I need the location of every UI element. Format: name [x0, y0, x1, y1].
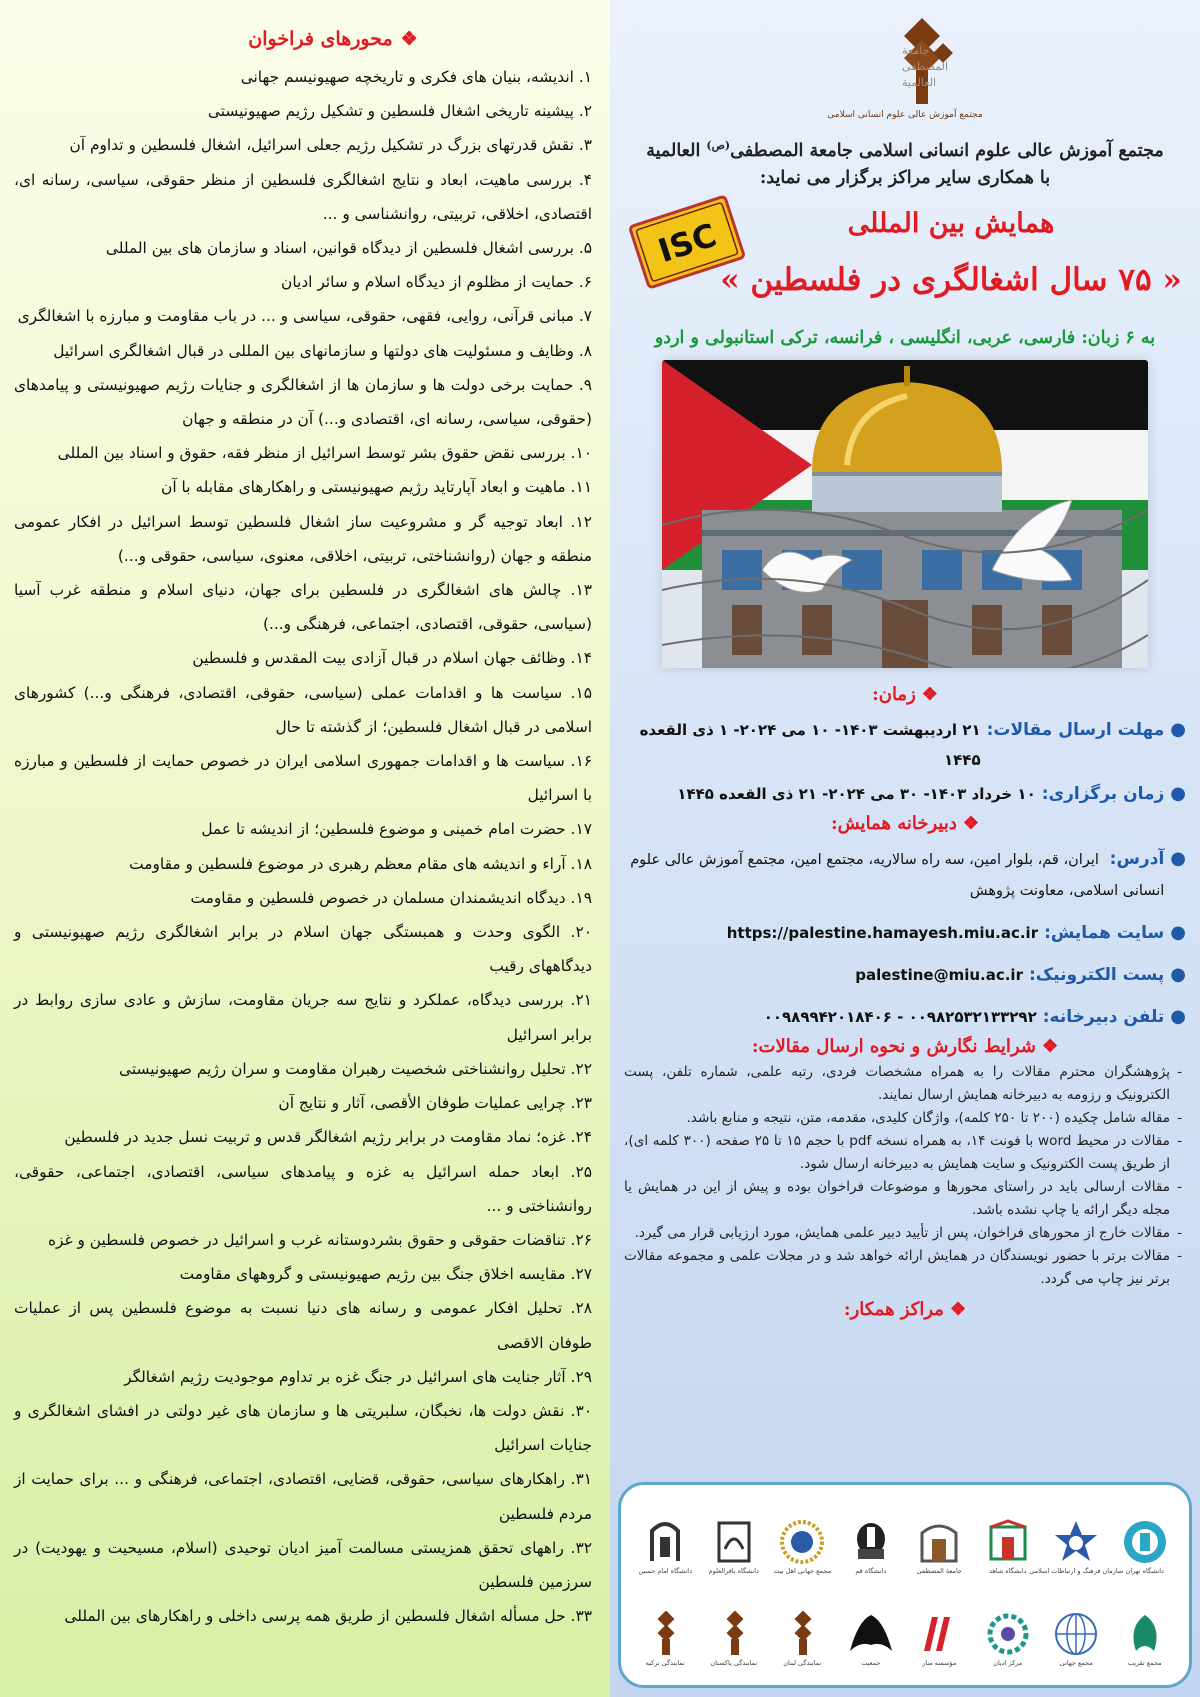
- partner-logo: [1119, 1512, 1171, 1582]
- time-heading-text: زمان:: [872, 683, 916, 705]
- deadline-item: [624, 715, 1186, 775]
- dome-of-the-rock-image: [662, 360, 1148, 668]
- time-heading: [624, 684, 1186, 705]
- society-logo-icon: [848, 1611, 894, 1657]
- phone-item: [624, 1002, 1186, 1032]
- axis-item: ۲۷. مقایسه اخلاق جنگ بین رژیم صهیونیستی و گروههای مقاومت: [179, 1265, 592, 1284]
- phone-label: تلفن دبیرخانه:: [1042, 1006, 1165, 1027]
- axis-item: ۱۵. سیاست ها و اقدامات عملی (سیاسی، حقوقی، اقتصادی، فرهنگی و...) کشورهای اسلامی در قبال اشغال فلسطین؛ از گذشته تا حال: [14, 683, 592, 736]
- axis-item: ۲۱. بررسی دیدگاه، عملکرد و نتایج سه جریان مقاومت، سازش و عادی سازی روابط در برابر اسرائیل: [14, 991, 592, 1044]
- address-label: آدرس:: [1109, 848, 1165, 869]
- axis-item: ۴. بررسی ماهیت، ابعاد و نتایج اشغالگری فلسطین از منظر حقوقی، سیاسی، رسانه ای، اقتصادی، اخلاقی، تربیتی، روانشناسی و ...: [14, 170, 592, 223]
- rules-list: [624, 1061, 1186, 1291]
- partner-logo: [845, 1604, 897, 1674]
- organizer-sup: (ص): [706, 139, 731, 152]
- mustafa-logo-icon: [840, 10, 970, 110]
- bullet-icon: ●: [1170, 921, 1186, 943]
- website-link[interactable]: https://palestine.hamayesh.miu.ac.ir: [726, 923, 1039, 942]
- axis-item: ۱۷. حضرت امام خمینی و موضوع فلسطین؛ از اندیشه تا عمل: [201, 820, 592, 839]
- bullet-icon: ●: [1170, 1005, 1186, 1027]
- deadline-value: ۲۱ اردیبهشت ۱۴۰۳- ۱۰ می ۲۰۲۴- ۱ ذی القعده ۱۴۴۵: [639, 720, 981, 769]
- rule-item: - مقالات برتر با حضور نویسندگان در همایش ارائه خواهد شد و در مجلات علمی و مجموعه مقالات برتر نیز چاپ می گردد.: [624, 1245, 1182, 1291]
- axis-item: ۱۰. بررسی نقض حقوق بشر توسط اسرائیل از منظر فقه، حقوق و اسناد بین المللی: [57, 444, 592, 463]
- partner-row-1: [631, 1505, 1179, 1589]
- partner-caption: دانشگاه قم: [855, 1567, 887, 1575]
- manar-institute-logo-icon: [916, 1611, 962, 1657]
- world-assembly-logo-icon: [1053, 1611, 1099, 1657]
- axis-item: ۲۰. الگوی وحدت و همبستگی جهان اسلام در برابر اشغالگری رژیم صهیونیستی و دیدگاههای رقیب: [14, 923, 592, 976]
- conference-subtitle: « ۷۵ سال اشغالگری در فلسطین »: [720, 261, 1182, 298]
- partner-caption: دانشگاه شاهد: [988, 1567, 1027, 1575]
- partner-caption: سازمان فرهنگ و ارتباطات اسلامی: [1029, 1567, 1124, 1575]
- al-aqsa-image: [662, 360, 1148, 668]
- conference-title: همایش بین المللی: [847, 207, 1055, 239]
- partner-logo: [1119, 1604, 1171, 1674]
- star-icon: ❖: [400, 28, 418, 50]
- rule-item: - مقالات ارسالی باید در راستای محورها و موضوعات فراخوان بوده و پیش از این در همایش یا مجله دیگر ارائه یا چاپ نشده باشد.: [624, 1176, 1182, 1222]
- axis-item: ۱۴. وظائف جهان اسلام در قبال آزادی بیت المقدس و فلسطین: [192, 649, 592, 668]
- rule-item: - پژوهشگران محترم مقالات را به همراه مشخصات فردی، رتبه علمی، شماره تلفن، پست الکترونیک و رزومه به دبیرخانه همایش ارسال نمایند.: [624, 1061, 1182, 1107]
- partner-caption: مرکز ادیان: [993, 1659, 1023, 1667]
- partner-caption: دانشگاه تهران: [1125, 1567, 1164, 1575]
- website-item: [624, 918, 1186, 948]
- axis-item: ۳۱. راهکارهای سیاسی، حقوقی، قضایی، اقتصادی، اجتماعی، فرهنگی و ... برای حمایت از مردم فلسطین: [14, 1470, 592, 1523]
- languages-line: به ۶ زبان: فارسی، عربی، انگلیسی ، فرانسه، ترکی استانبولی و اردو: [654, 327, 1156, 348]
- svg-text:المصطفى: المصطفى: [902, 60, 949, 73]
- partner-logo: [773, 1512, 832, 1582]
- partner-caption: جمعیت: [861, 1659, 881, 1667]
- svg-text:جامعة: جامعة: [902, 44, 930, 57]
- conference-title-block: [624, 204, 1186, 332]
- taqrib-assembly-logo-icon: [1122, 1611, 1168, 1657]
- axis-item: ۷. مبانی قرآنی، روایی، فقهی، حقوقی، سیاسی و ... در باب مقاومت و مبارزه با اشغالگری: [17, 307, 592, 326]
- event-date-value: ۱۰ خرداد ۱۴۰۳- ۳۰ می ۲۰۲۴- ۲۱ ذی القعده ۱۴۴۵: [677, 784, 1036, 803]
- bullet-icon: ●: [1170, 963, 1186, 985]
- partner-logo: [639, 1604, 691, 1674]
- qom-university-logo-icon: [848, 1519, 894, 1565]
- partner-caption: مؤسسه منار: [922, 1659, 957, 1667]
- star-icon: ❖: [1041, 1035, 1059, 1057]
- axis-item: ۳۳. حل مسأله اشغال فلسطین از طریق همه پرسی داخلی و راهکارهای بین المللی: [64, 1607, 592, 1626]
- partner-caption: دانشگاه باقرالعلوم: [708, 1567, 759, 1575]
- logo-caption: مجتمع آموزش عالی علوم انسانی اسلامی: [827, 110, 983, 120]
- partner-caption: مجمع جهانی اهل بیت: [773, 1567, 832, 1575]
- star-icon: ❖: [921, 683, 938, 705]
- bullet-icon: ●: [1170, 782, 1186, 804]
- university-logo: [624, 10, 1186, 128]
- event-date-label: زمان برگزاری:: [1041, 783, 1165, 804]
- axis-item: ۱۲. ابعاد توجیه گر و مشروعیت ساز اشغال فلسطین توسط اسرائیل در افکار عمومی منطقه و جهان (روانشناختی، تربیتی، اخلاقی، معنوی، سیاسی، حقوقی و...): [14, 512, 592, 565]
- lebanon-branch-logo-icon: [779, 1611, 825, 1657]
- partner-logo: [982, 1604, 1034, 1674]
- organizer-name-end: العالمية: [646, 140, 701, 161]
- partner-logo: [982, 1512, 1034, 1582]
- axis-item: ۳. نقش قدرتهای بزرگ در تشکیل رژیم جعلی اسرائیل، اشغال فلسطین و تداوم آن: [69, 136, 592, 155]
- partner-caption: نمایندگی پاکستان: [710, 1659, 758, 1667]
- time-list: [624, 715, 1186, 809]
- address-item: [624, 844, 1186, 906]
- axes-list: [14, 60, 592, 1633]
- star-icon: ❖: [949, 1298, 967, 1320]
- phone-value: ۰۰۹۸۲۵۳۲۱۳۳۲۹۲ - ۰۰۹۸۹۹۴۲۰۱۸۴۰۶: [763, 1007, 1037, 1026]
- deadline-label: مهلت ارسال مقالات:: [986, 719, 1165, 740]
- axis-item: ۱۶. سیاست ها و اقدامات جمهوری اسلامی ایران در خصوص حمایت از فلسطین و مبارزه با اسرائیل: [14, 752, 592, 805]
- partner-caption: مجمع تقریب: [1127, 1659, 1162, 1667]
- axes-heading-text: محورهای فراخوان: [248, 28, 393, 50]
- organizer-line: [624, 132, 1186, 165]
- baqir-al-olum-logo-icon: [711, 1519, 757, 1565]
- info-panel: [610, 0, 1200, 1697]
- axes-heading: [14, 28, 592, 50]
- secretariat-list: [624, 844, 1186, 1032]
- organizer-name: مجتمع آموزش عالی علوم انسانی اسلامی جامعة المصطفی: [730, 140, 1164, 161]
- email-item: [624, 960, 1186, 990]
- bullet-icon: ●: [1170, 718, 1186, 740]
- axis-item: ۲. پیشینه تاریخی اشغال فلسطین و تشکیل رژیم صهیونیستی: [207, 102, 592, 121]
- rule-item: - مقاله شامل چکیده (۲۰۰ تا ۲۵۰ کلمه)، واژگان کلیدی، مقدمه، متن، نتیجه و منابع باشد.: [624, 1107, 1182, 1130]
- axis-item: ۲۲. تحلیل روانشناختی شخصیت رهبران مقاومت و سران رژیم صهیونیستی: [119, 1059, 592, 1078]
- culture-org-logo-icon: [1053, 1519, 1099, 1565]
- partner-caption: مجمع جهانی: [1059, 1659, 1093, 1667]
- svg-text:العالمية: العالمية: [902, 76, 936, 89]
- axis-item: ۳۰. نقش دولت ها، نخبگان، سلبریتی ها و سازمان های غیر دولتی در افشای اشغالگری و جنایات اسرائیل: [14, 1401, 592, 1455]
- bullet-icon: ●: [1170, 847, 1186, 869]
- axis-item: ۳۲. راههای تحقق همزیستی مسالمت آمیز ادیان توحیدی (اسلام، مسیحیت و یهودیت) در سرزمین فلسطین: [14, 1538, 592, 1591]
- axis-item: ۲۳. چرایی عملیات طوفان الأقصی، آثار و نتایج آن: [278, 1094, 592, 1113]
- website-label: سایت همایش:: [1044, 922, 1165, 943]
- rule-item: - مقالات خارج از محورهای فراخوان، پس از تأیید دبیر علمی همایش، مورد ارزیابی قرار می گیرد.: [624, 1222, 1182, 1245]
- partner-caption: دانشگاه امام حسین: [638, 1567, 692, 1575]
- axis-item: ۱۱. ماهیت و ابعاد آپارتاید رژیم صهیونیستی و راهکارهای مقابله با آن: [161, 478, 592, 497]
- rule-item: - مقالات در محیط word با فونت ۱۴، به همراه نسخه pdf با حجم ۱۵ تا ۲۵ صفحه (۳۰۰ کلمه ای)، از طریق پست الکترونیک و سایت همایش به دبیرخانه ارسال شود.: [624, 1130, 1182, 1176]
- secretariat-heading-text: دبیرخانه همایش:: [830, 812, 957, 834]
- email-label: پست الکترونیک:: [1028, 964, 1165, 985]
- partners-heading-text: مراکز همکار:: [843, 1298, 944, 1320]
- axis-item: ۹. حمایت برخی دولت ها و سازمان ها از اشغالگری و جنایات رژیم صهیونیستی و پیامدهای (حقوقی، سیاسی، رسانه ای، اقتصادی و...) آن در منطقه و جهان: [14, 375, 592, 429]
- turkey-branch-logo-icon: [642, 1611, 688, 1657]
- religions-center-logo-icon: [985, 1611, 1031, 1657]
- partner-logo: [913, 1512, 965, 1582]
- cooperation-line: با همکاری سایر مراکز برگزار می نماید:: [759, 167, 1051, 188]
- partner-logo: [708, 1604, 760, 1674]
- partners-heading: [624, 1299, 1186, 1320]
- axis-item: ۵. بررسی اشغال فلسطین از دیدگاه قوانین، اسناد و سازمان های بین المللی: [105, 239, 592, 258]
- axis-item: ۱. اندیشه، بنیان های فکری و تاریخچه صهیونیسم جهانی: [240, 68, 592, 86]
- partner-caption: نمایندگی لبنان: [783, 1659, 822, 1667]
- ahlulbayt-assembly-logo-icon: [779, 1519, 825, 1565]
- partner-logo: [913, 1604, 965, 1674]
- axis-item: ۲۹. آثار جنایت های اسرائیل در جنگ غزه بر تداوم موجودیت رژیم اشغالگر: [124, 1367, 592, 1386]
- partner-logo: [845, 1512, 897, 1582]
- axis-item: ۱۸. آراء و اندیشه های مقام معظم رهبری در موضوع فلسطین و مقاومت: [129, 854, 592, 873]
- event-date-item: [624, 779, 1186, 809]
- email-link[interactable]: palestine@miu.ac.ir: [855, 965, 1023, 984]
- axis-item: ۱۳. چالش های اشغالگری در فلسطین برای جهان، دنیای اسلام و منطقه غرب آسیا (سیاسی، حقوقی، اقتصادی، اجتماعی، فرهنگی و...): [14, 581, 592, 634]
- rules-heading-text: شرایط نگارش و نحوه ارسال مقالات:: [751, 1035, 1036, 1057]
- partner-caption: جامعة المصطفی: [916, 1567, 962, 1575]
- partner-logo: [1029, 1512, 1124, 1582]
- rules-heading: [624, 1036, 1186, 1057]
- axis-item: ۸. وظایف و مسئولیت های دولتها و سازمانهای بین المللی در قبال اشغالگری اسرائیل: [53, 341, 592, 360]
- partner-logo: [639, 1512, 691, 1582]
- axis-item: ۲۸. تحلیل افکار عمومی و رسانه های دنیا نسبت به موضوع فلسطین پس از عملیات طوفان الاقصی: [14, 1299, 592, 1352]
- imam-hussein-logo-icon: [642, 1519, 688, 1565]
- mustafa-partner-logo-icon: [916, 1519, 962, 1565]
- partner-caption: نمایندگی ترکیه: [645, 1659, 685, 1667]
- axis-item: ۶. حمایت از مظلوم از دیدگاه اسلام و سائر ادیان: [281, 273, 592, 292]
- partner-logo: [776, 1604, 828, 1674]
- address-value: ایران، قم، بلوار امین، سه راه سالاریه، مجتمع امین، مجتمع آموزش عالی علوم انسانی اسلامی، معاونت پژوهش: [630, 851, 1165, 899]
- partners-box: [618, 1482, 1192, 1688]
- secretariat-heading: [624, 813, 1186, 834]
- shahed-university-logo-icon: [985, 1519, 1031, 1565]
- partner-logo: [708, 1512, 760, 1582]
- axis-item: ۲۶. تناقضات حقوقی و حقوق بشردوستانه غرب و اسرائیل در خصوص فلسطین و غزه: [47, 1230, 592, 1249]
- isc-badge-text: ISC: [653, 215, 721, 270]
- partner-row-2: [631, 1597, 1179, 1681]
- star-icon: ❖: [962, 812, 980, 834]
- axis-item: ۲۵. ابعاد حمله اسرائیل به غزه و پیامدهای سیاسی، اقتصادی، اجتماعی، حقوقی، روانشناختی و ...: [14, 1162, 592, 1215]
- axis-item: ۱۹. دیدگاه اندیشمندان مسلمان در خصوص فلسطین و مقاومت: [190, 888, 592, 907]
- partner-logo: [1050, 1604, 1102, 1674]
- university-tehran-logo-icon: [1122, 1519, 1168, 1565]
- axis-item: ۲۴. غزه؛ نماد مقاومت در برابر رژیم اشغالگر قدس و تربیت نسل جدید در فلسطین: [64, 1128, 592, 1147]
- pakistan-branch-logo-icon: [711, 1611, 757, 1657]
